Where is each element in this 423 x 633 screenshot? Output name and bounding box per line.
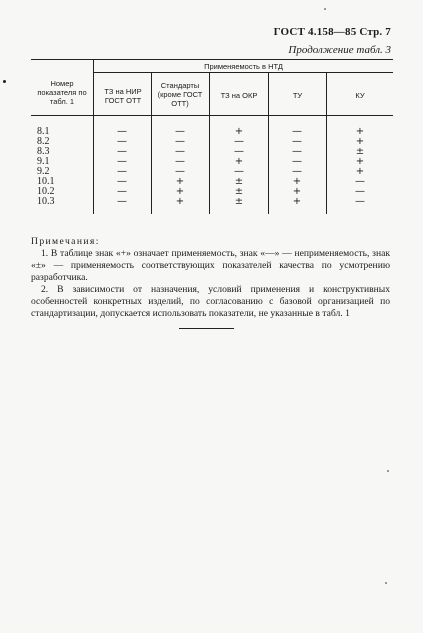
header-tz-nir: ТЗ на НИР ГОСТ ОТТ (104, 87, 142, 105)
column-divider (93, 59, 94, 214)
row-number: 9.1 (37, 156, 50, 167)
header-ku: КУ (355, 91, 365, 100)
mark-standards: + (175, 186, 185, 197)
scan-speck (385, 582, 387, 584)
mark-standards: — (175, 146, 185, 157)
header-tu: ТУ (292, 91, 303, 100)
end-rule (179, 328, 234, 329)
notes-title: Примечания: (31, 236, 100, 247)
mark-standards: — (175, 136, 185, 147)
mark-tu: — (292, 166, 302, 177)
mark-ku: + (355, 136, 365, 147)
mark-tz-nir: — (117, 126, 127, 137)
header-bottom-rule (31, 115, 393, 116)
row-number: 8.3 (37, 146, 50, 157)
mark-tz-okr: + (234, 126, 244, 137)
scan-speck (324, 8, 326, 10)
mark-ku: — (355, 196, 365, 207)
row-number: 10.2 (37, 186, 55, 197)
mark-tu: + (292, 186, 302, 197)
mark-ku: ± (355, 146, 365, 157)
mark-tz-nir: — (117, 166, 127, 177)
mark-tz-nir: — (117, 176, 127, 187)
row-number: 10.1 (37, 176, 55, 187)
header-standards: Стандарты (кроме ГОСТ ОТТ) (157, 81, 203, 108)
applicability-table (31, 59, 393, 214)
mark-standards: — (175, 166, 185, 177)
mark-tu: + (292, 176, 302, 187)
mark-tz-nir: — (117, 196, 127, 207)
mark-ku: + (355, 166, 365, 177)
mark-tu: — (292, 156, 302, 167)
margin-dot (3, 80, 6, 83)
mark-ku: + (355, 156, 365, 167)
table-top-rule (31, 59, 393, 60)
row-number: 8.1 (37, 126, 50, 137)
mark-tu: + (292, 196, 302, 207)
mark-standards: + (175, 196, 185, 207)
header-tz-okr: ТЗ на ОКР (220, 91, 258, 100)
group-header: Применяемость в НТД (204, 62, 283, 71)
row-number: 10.3 (37, 196, 55, 207)
row-number: 8.2 (37, 136, 50, 147)
mark-tz-okr: — (234, 136, 244, 147)
mark-tz-okr: ± (234, 176, 244, 187)
mark-standards: — (175, 126, 185, 137)
note-item: 1. В таблице знак «+» означает применяемость, знак «—» — неприменяемость, знак «±» — применяемость соответствующих показателей качества по усмотрению разработчика. (31, 248, 390, 283)
mark-tz-okr: ± (234, 186, 244, 197)
mark-ku: — (355, 176, 365, 187)
mark-tu: — (292, 146, 302, 157)
mark-standards: — (175, 156, 185, 167)
mark-tz-okr: ± (234, 196, 244, 207)
mark-tz-okr: — (234, 146, 244, 157)
page-header: ГОСТ 4.158—85 Стр. 7 (273, 26, 391, 38)
notes-section (31, 236, 390, 320)
mark-tz-okr: — (234, 166, 244, 177)
mark-tz-nir: — (117, 136, 127, 147)
mark-tz-nir: — (117, 186, 127, 197)
mark-tu: — (292, 126, 302, 137)
mark-ku: + (355, 126, 365, 137)
scan-speck (387, 470, 389, 472)
mark-standards: + (175, 176, 185, 187)
header-row-number: Номер показателя по табл. 1 (37, 79, 87, 106)
table-continuation-caption: Продолжение табл. 3 (288, 44, 391, 56)
group-header-rule (93, 72, 393, 73)
mark-tz-nir: — (117, 156, 127, 167)
column-divider (151, 72, 152, 214)
note-item: 2. В зависимости от назначения, условий применения и конструктивных особенностей конкретных изделий, по согласованию с базовой организацией по стандартизации, допускается использовать показатели, не указанные в табл. 1 (31, 284, 390, 319)
mark-tz-nir: — (117, 146, 127, 157)
mark-tz-okr: + (234, 156, 244, 167)
mark-tu: — (292, 136, 302, 147)
row-number: 9.2 (37, 166, 50, 177)
mark-ku: — (355, 186, 365, 197)
